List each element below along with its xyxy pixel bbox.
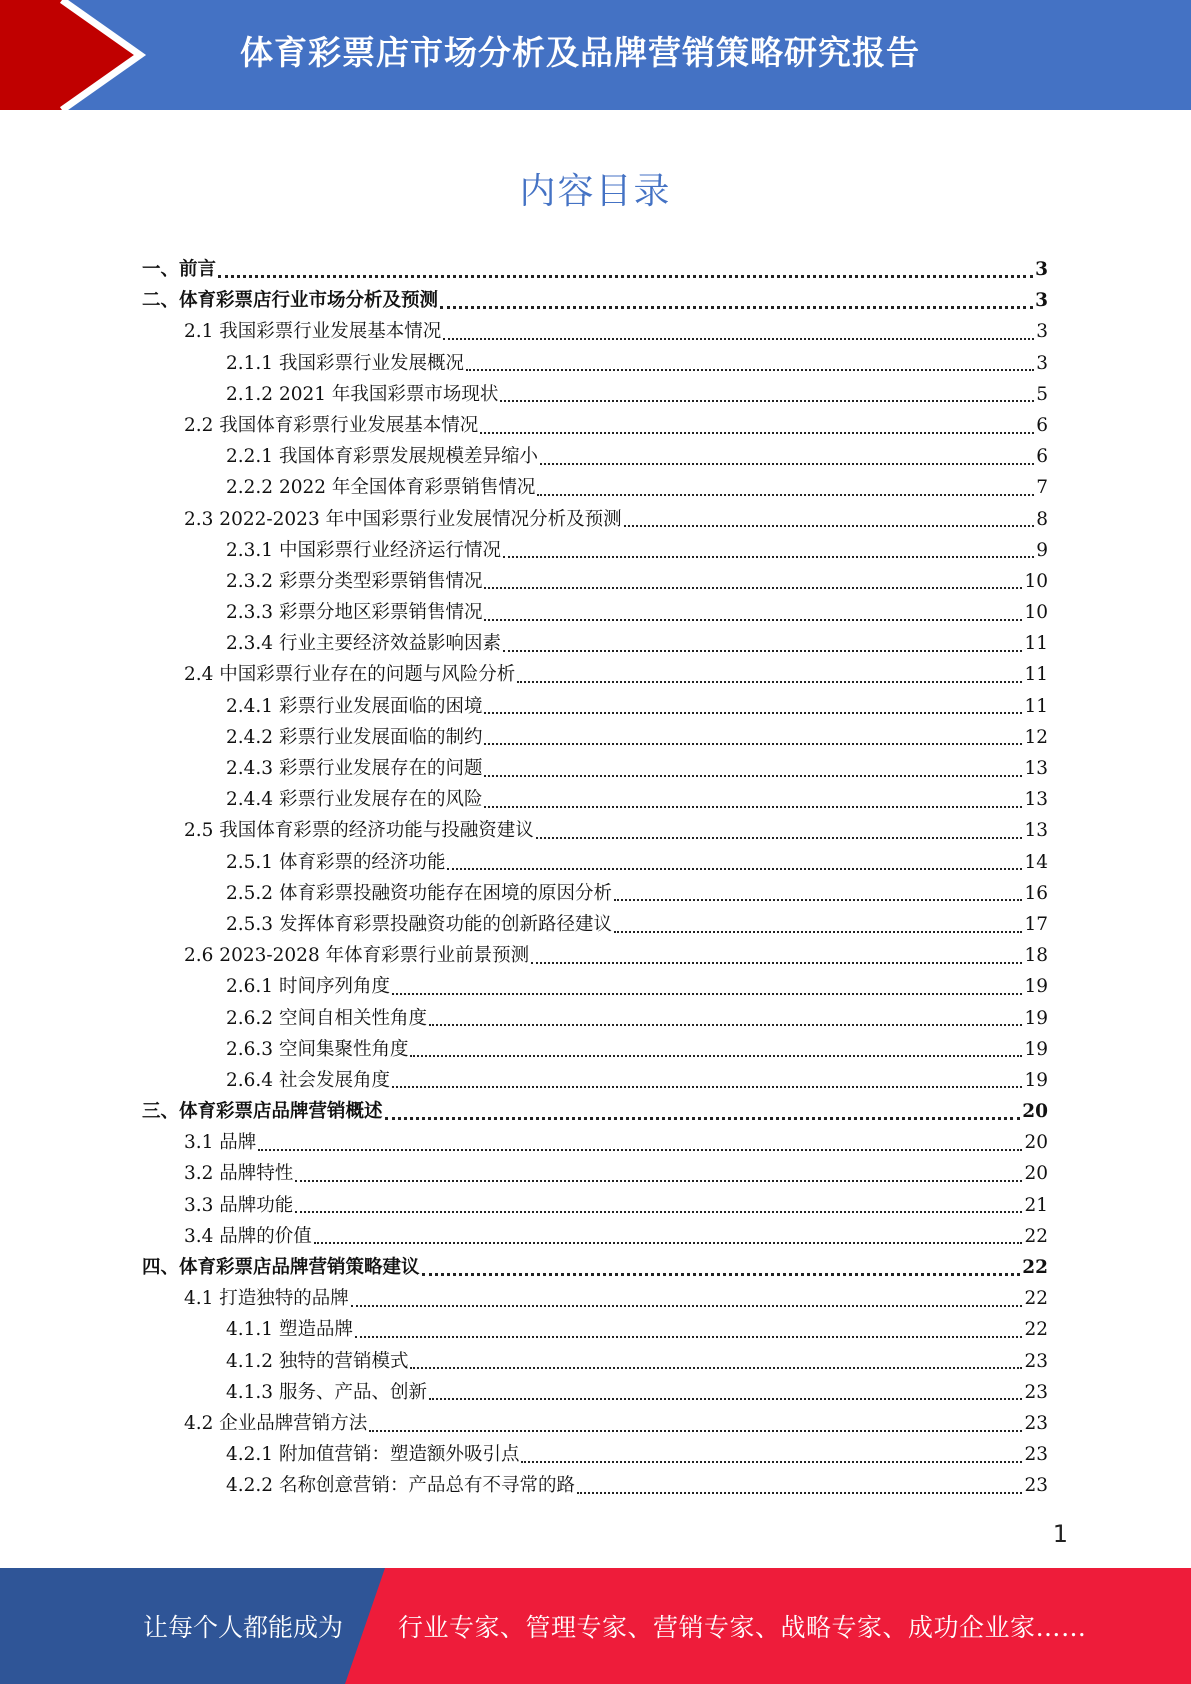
toc-entry-page: 13 (1024, 789, 1048, 811)
toc-entry-label: 4.2 企业品牌营销方法 (184, 1412, 368, 1434)
toc-dot-leader (484, 743, 1022, 745)
toc-entry[interactable] (142, 472, 1048, 503)
toc-entry-label: 2.4 中国彩票行业存在的问题与风险分析 (184, 664, 516, 686)
toc-entry[interactable] (142, 940, 1048, 971)
toc-dot-leader (295, 1211, 1022, 1213)
toc-entry-page: 19 (1024, 976, 1048, 998)
toc-entry[interactable] (142, 628, 1048, 659)
toc-dot-leader (536, 837, 1023, 839)
toc-dot-leader (484, 806, 1022, 808)
toc-entry-page: 3 (1036, 321, 1048, 343)
toc-entry[interactable] (142, 909, 1048, 940)
toc-entry[interactable] (142, 504, 1048, 535)
toc-entry-label: 2.2.2 2022 年全国体育彩票销售情况 (226, 477, 536, 499)
toc-entry[interactable] (142, 1439, 1048, 1470)
toc-entry-page: 22 (1024, 1225, 1048, 1247)
toc-entry-label: 2.1 我国彩票行业发展基本情况 (184, 321, 442, 343)
toc-entry-label: 2.4.4 彩票行业发展存在的风险 (226, 789, 483, 811)
toc-entry-label: 2.6 2023-2028 年体育彩票行业前景预测 (184, 945, 530, 967)
toc-entry-page: 6 (1036, 414, 1048, 436)
toc-entry[interactable] (142, 878, 1048, 909)
toc-entry-page: 11 (1024, 664, 1048, 686)
toc-dot-leader (503, 556, 1034, 558)
toc-dot-leader (410, 1367, 1022, 1369)
toc-entry-label: 三、体育彩票店品牌营销概述 (142, 1101, 383, 1123)
toc-entry-page: 8 (1036, 508, 1048, 530)
toc-dot-leader (484, 619, 1022, 621)
footer-slogan-left: 让每个人都能成为 (143, 1613, 344, 1642)
toc-entry-page: 23 (1024, 1381, 1048, 1403)
toc-entry[interactable] (142, 1096, 1048, 1127)
toc-heading: 内容目录 (519, 171, 672, 212)
toc-entry[interactable] (142, 1283, 1048, 1314)
toc-entry[interactable] (142, 441, 1048, 472)
toc-entry-label: 4.1.2 独特的营销模式 (226, 1350, 409, 1372)
toc-dot-leader (517, 681, 1022, 683)
toc-entry-page: 13 (1024, 758, 1048, 779)
toc-entry[interactable] (142, 1314, 1048, 1345)
toc-entry-page: 5 (1036, 383, 1048, 405)
toc-entry[interactable] (142, 1346, 1048, 1377)
toc-entry-label: 2.5.1 体育彩票的经济功能 (226, 851, 446, 873)
toc-dot-leader (624, 525, 1035, 527)
toc-dot-leader (466, 369, 1034, 371)
toc-entry-label: 二、体育彩票店行业市场分析及预测 (142, 290, 439, 312)
toc-entry[interactable] (142, 784, 1048, 815)
toc-dot-leader (410, 1055, 1022, 1057)
toc-entry-label: 2.6.4 社会发展角度 (226, 1069, 390, 1091)
toc-entry-label: 2.6.1 时间序列角度 (226, 976, 390, 998)
toc-entry-page: 19 (1024, 1038, 1048, 1060)
toc-entry-label: 2.5 我国体育彩票的经济功能与投融资建议 (184, 820, 534, 842)
toc-entry[interactable] (142, 722, 1048, 753)
toc-entry-label: 4.1.3 服务、产品、创新 (226, 1381, 427, 1403)
toc-dot-leader (258, 1149, 1022, 1151)
toc-entry-page: 14 (1024, 851, 1048, 873)
toc-entry-label: 3.1 品牌 (184, 1132, 257, 1154)
toc-entry-label: 2.5.3 发挥体育彩票投融资功能的创新路径建议 (226, 913, 612, 935)
toc-entry-label: 2.5.2 体育彩票投融资功能存在困境的原因分析 (226, 882, 612, 904)
toc-entry[interactable] (142, 1158, 1048, 1189)
toc-entry-label: 2.2 我国体育彩票行业发展基本情况 (184, 414, 479, 436)
toc-entry-page: 19 (1024, 1069, 1048, 1091)
toc-dot-leader (369, 1430, 1022, 1432)
toc-entry-page: 9 (1036, 539, 1048, 561)
toc-dot-leader (295, 1180, 1022, 1182)
footer-slogan-right: 行业专家、管理专家、营销专家、战略专家、成功企业家…… (398, 1613, 1087, 1642)
toc-dot-leader (537, 494, 1034, 496)
toc-entry-label: 4.2.1 附加值营销：塑造额外吸引点 (226, 1444, 520, 1466)
toc-entry[interactable] (142, 316, 1048, 347)
page-footer (0, 1568, 1191, 1684)
toc-entry[interactable] (142, 659, 1048, 690)
toc-entry-label: 2.1.2 2021 年我国彩票市场现状 (226, 383, 499, 405)
toc-entry[interactable] (142, 691, 1048, 722)
toc-entry-page: 20 (1024, 1163, 1048, 1185)
toc-dot-leader (503, 650, 1022, 652)
toc-entry-label: 2.3 2022-2023 年中国彩票行业发展情况分析及预测 (184, 508, 622, 530)
toc-entry[interactable] (142, 379, 1048, 410)
toc-entry[interactable] (142, 1377, 1048, 1408)
toc-entry-label: 3.3 品牌功能 (184, 1194, 294, 1216)
toc-entry-label: 四、体育彩票店品牌营销策略建议 (142, 1257, 420, 1278)
toc-entry-page: 23 (1024, 1412, 1048, 1434)
toc-entry-page: 10 (1024, 602, 1048, 624)
toc-entry-label: 4.2.2 名称创意营销：产品总有不寻常的路 (226, 1475, 575, 1497)
toc-dot-leader (218, 275, 1033, 278)
toc-dot-leader (447, 868, 1022, 870)
toc-dot-leader (484, 712, 1022, 714)
toc-dot-leader (429, 1398, 1022, 1400)
toc-entry[interactable] (142, 753, 1048, 784)
toc-entry[interactable] (142, 1221, 1048, 1252)
toc-entry-label: 2.3.2 彩票分类型彩票销售情况 (226, 570, 483, 592)
toc-dot-leader (484, 587, 1022, 589)
toc-dot-leader (429, 1024, 1022, 1026)
toc-entry-label: 2.6.3 空间集聚性角度 (226, 1038, 409, 1060)
toc-entry-page: 3 (1035, 259, 1048, 280)
toc-entry-page: 10 (1024, 570, 1048, 592)
toc-dot-leader (480, 432, 1034, 434)
toc-dot-leader (540, 463, 1034, 465)
toc-entry-page: 6 (1036, 446, 1048, 468)
toc-entry-page: 3 (1036, 352, 1048, 374)
toc-entry-page: 23 (1024, 1475, 1048, 1497)
toc-dot-leader (484, 775, 1022, 777)
toc-entry-label: 一、前言 (142, 259, 217, 280)
header-chevron-icon (0, 0, 160, 110)
toc-entry-label: 2.3.4 行业主要经济效益影响因素 (226, 633, 501, 655)
toc-dot-leader (614, 899, 1022, 901)
toc-entry-page: 20 (1024, 1132, 1048, 1154)
toc-entry-label: 2.1.1 我国彩票行业发展概况 (226, 352, 464, 374)
toc-entry[interactable] (142, 285, 1048, 316)
toc-entry-page: 3 (1035, 290, 1048, 312)
toc-entry[interactable] (142, 1408, 1048, 1439)
toc-entry[interactable] (142, 815, 1048, 846)
toc-entry-label: 2.4.2 彩票行业发展面临的制约 (226, 726, 483, 748)
toc-dot-leader (392, 1086, 1022, 1088)
page-number: 1 (1052, 1520, 1068, 1548)
toc-entry-page: 11 (1024, 695, 1048, 717)
toc-entry-page: 11 (1024, 633, 1048, 655)
toc-entry[interactable] (142, 348, 1048, 379)
toc-entry-label: 2.3.3 彩票分地区彩票销售情况 (226, 602, 483, 624)
toc-dot-leader (440, 306, 1033, 309)
toc-entry[interactable] (142, 1470, 1048, 1501)
toc-dot-leader (392, 993, 1022, 995)
toc-entry[interactable] (142, 1065, 1048, 1096)
toc-entry-page: 22 (1024, 1319, 1048, 1341)
toc-dot-leader (385, 1117, 1021, 1120)
toc-entry-label: 2.4.1 彩票行业发展面临的困境 (226, 695, 483, 717)
toc-entry[interactable] (142, 566, 1048, 597)
toc-entry-label: 4.1.1 塑造品牌 (226, 1319, 353, 1341)
toc-entry-label: 2.2.1 我国体育彩票发展规模差异缩小 (226, 446, 538, 468)
toc-entry[interactable] (142, 597, 1048, 628)
toc-entry-label: 2.6.2 空间自相关性角度 (226, 1007, 427, 1029)
toc-entry[interactable] (142, 1252, 1048, 1283)
toc-dot-leader (531, 962, 1022, 964)
toc-entry-page: 20 (1022, 1101, 1048, 1123)
toc-entry-label: 2.3.1 中国彩票行业经济运行情况 (226, 539, 501, 561)
table-of-contents (142, 254, 1048, 1502)
toc-dot-leader (351, 1305, 1023, 1307)
toc-entry[interactable] (142, 254, 1048, 285)
toc-entry-label: 3.2 品牌特性 (184, 1163, 294, 1185)
toc-dot-leader (443, 338, 1034, 340)
toc-dot-leader (521, 1461, 1022, 1463)
toc-entry[interactable] (142, 1034, 1048, 1065)
toc-entry-page: 22 (1022, 1257, 1048, 1278)
toc-dot-leader (500, 400, 1034, 402)
toc-entry[interactable] (142, 971, 1048, 1002)
toc-entry-page: 19 (1024, 1007, 1048, 1029)
toc-entry-page: 13 (1024, 820, 1048, 842)
toc-entry-label: 3.4 品牌的价值 (184, 1225, 312, 1247)
toc-entry-page: 23 (1024, 1350, 1048, 1372)
toc-dot-leader (614, 931, 1022, 933)
toc-entry[interactable] (142, 1003, 1048, 1034)
page-header (0, 0, 1191, 110)
toc-entry[interactable] (142, 535, 1048, 566)
toc-entry-label: 2.4.3 彩票行业发展存在的问题 (226, 758, 483, 779)
toc-entry[interactable] (142, 410, 1048, 441)
toc-entry-page: 21 (1024, 1194, 1048, 1216)
toc-dot-leader (314, 1242, 1023, 1244)
toc-entry-page: 17 (1024, 913, 1048, 935)
toc-entry-page: 7 (1036, 477, 1048, 499)
toc-entry[interactable] (142, 1190, 1048, 1221)
toc-entry-page: 12 (1024, 726, 1048, 748)
report-title: 体育彩票店市场分析及品牌营销策略研究报告 (240, 33, 920, 72)
toc-entry-page: 16 (1024, 882, 1048, 904)
toc-dot-leader (355, 1336, 1023, 1338)
toc-entry-page: 22 (1024, 1288, 1048, 1310)
toc-entry-page: 23 (1024, 1444, 1048, 1466)
toc-entry[interactable] (142, 1127, 1048, 1158)
toc-entry[interactable] (142, 847, 1048, 878)
toc-entry-page: 18 (1024, 945, 1048, 967)
toc-entry-label: 4.1 打造独特的品牌 (184, 1288, 349, 1310)
toc-dot-leader (577, 1492, 1022, 1494)
toc-dot-leader (422, 1273, 1021, 1276)
